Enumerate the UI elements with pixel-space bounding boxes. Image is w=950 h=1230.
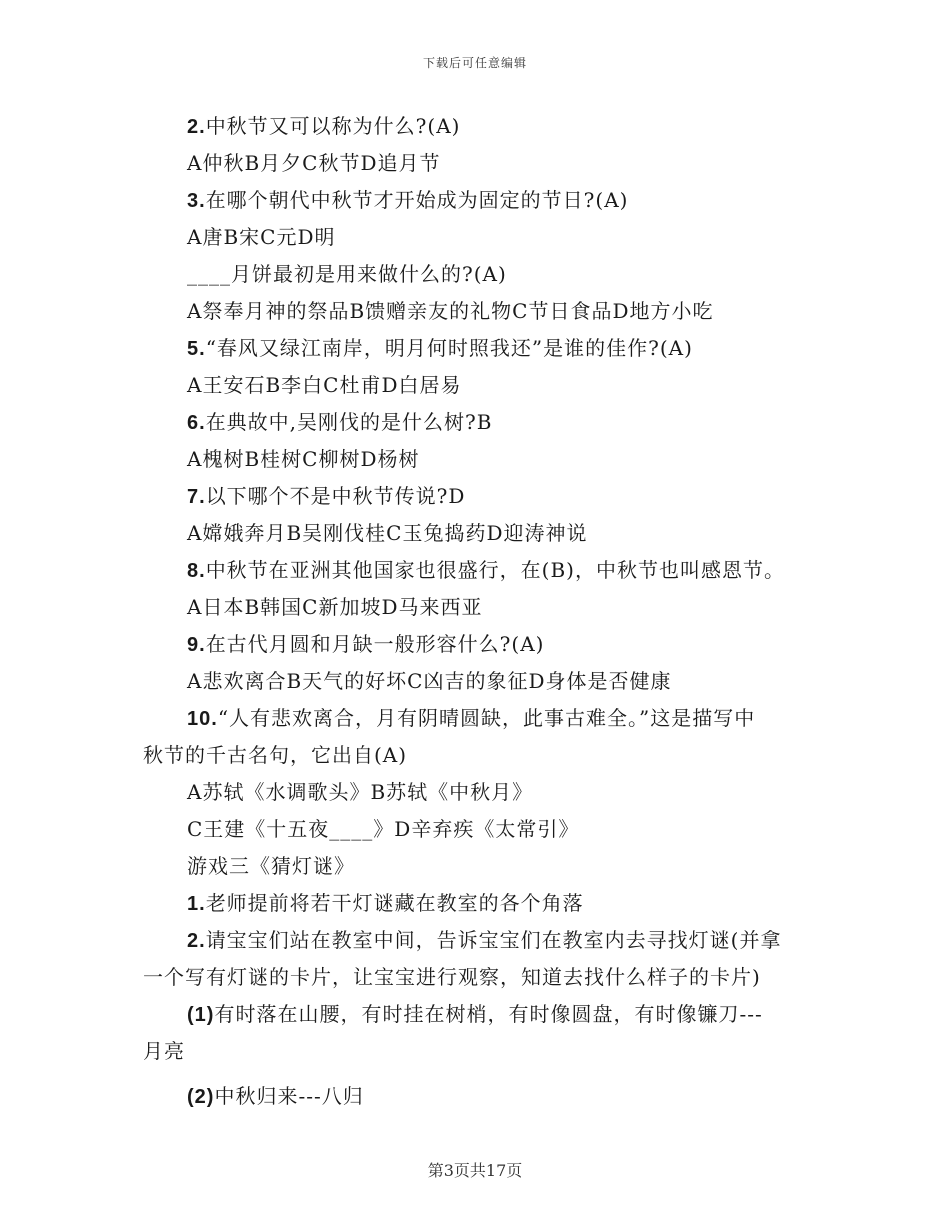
options-10b <box>143 811 808 848</box>
riddle-2 <box>143 1078 808 1115</box>
item-text: A王安石B李白C杜甫D白居易 <box>187 373 462 397</box>
options-10a <box>143 774 808 811</box>
item-number: 10. <box>187 708 218 730</box>
item-text: 以下哪个不是中秋节传说?D <box>205 484 466 508</box>
step-1 <box>143 885 808 922</box>
item-text: A槐树B桂树C柳树D杨树 <box>187 447 420 471</box>
item-text: 一个写有灯谜的卡片，让宝宝进行观察，知道去找什么样子的卡片) <box>143 965 761 989</box>
question-6 <box>143 404 808 441</box>
item-text: A日本B韩国C新加坡D马来西亚 <box>187 595 483 619</box>
item-text: A悲欢离合B天气的好坏C凶吉的象征D身体是否健康 <box>187 669 672 693</box>
options-3 <box>143 219 808 256</box>
item-text: A仲秋B月夕C秋节D追月节 <box>187 151 441 175</box>
item-text: C王建《十五夜____》D辛弃疾《太常引》 <box>187 817 580 841</box>
riddle-1-answer <box>143 1033 808 1070</box>
item-text: “人有悲欢离合，月有阴晴圆缺，此事古难全。”这是描写中 <box>217 706 756 730</box>
item-number: 7. <box>187 486 206 508</box>
item-text: 秋节的千古名句，它出自(A) <box>143 743 408 767</box>
item-text: 在典故中,吴刚伐的是什么树?B <box>205 410 493 434</box>
item-text: 月亮 <box>143 1039 185 1063</box>
item-number: 2. <box>187 930 206 952</box>
item-number: (2) <box>187 1086 215 1108</box>
question-8 <box>143 552 808 589</box>
item-text: 中秋节在亚洲其他国家也很盛行，在(B)，中秋节也叫感恩节。 <box>205 558 785 582</box>
item-number: 1. <box>187 893 206 915</box>
step-2 <box>143 922 808 959</box>
item-text: 有时落在山腰，有时挂在树梢，有时像圆盘，有时像镰刀--- <box>214 1002 763 1026</box>
question-5 <box>143 330 808 367</box>
item-text: A嫦娥奔月B吴刚伐桂C玉兔捣药D迎涛神说 <box>187 521 588 545</box>
item-number: 8. <box>187 560 206 582</box>
item-text: A苏轼《水调歌头》B苏轼《中秋月》 <box>187 780 534 804</box>
riddle-1 <box>143 996 808 1033</box>
item-number: (1) <box>187 1004 215 1026</box>
item-text: 在哪个朝代中秋节才开始成为固定的节日?(A) <box>205 188 629 212</box>
section-heading <box>143 848 808 885</box>
item-text: 中秋归来---八归 <box>214 1084 364 1108</box>
item-text: “春风又绿江南岸，明月何时照我还”是谁的佳作?(A) <box>205 336 693 360</box>
item-text: 请宝宝们站在教室中间，告诉宝宝们在教室内去寻找灯谜(并拿 <box>205 928 782 952</box>
item-text: 中秋节又可以称为什么?(A) <box>205 114 461 138</box>
question-4 <box>143 256 808 293</box>
document-body <box>143 108 808 1115</box>
item-number: 2. <box>187 116 206 138</box>
options-6 <box>143 441 808 478</box>
options-8 <box>143 589 808 626</box>
question-10 <box>143 700 808 737</box>
item-text: 在古代月圆和月缺一般形容什么?(A) <box>205 632 545 656</box>
item-text: A唐B宋C元D明 <box>187 225 336 249</box>
question-9 <box>143 626 808 663</box>
page-footer: 第3页共17页 <box>427 1161 523 1180</box>
options-2 <box>143 145 808 182</box>
question-3 <box>143 182 808 219</box>
item-number: 9. <box>187 634 206 656</box>
step-2-continued <box>143 959 808 996</box>
item-number: 6. <box>187 412 206 434</box>
options-7 <box>143 515 808 552</box>
options-9 <box>143 663 808 700</box>
item-number: 3. <box>187 190 206 212</box>
item-text: ____月饼最初是用来做什么的?(A) <box>187 262 507 286</box>
item-number: 5. <box>187 338 206 360</box>
question-7 <box>143 478 808 515</box>
options-4 <box>143 293 808 330</box>
item-text: 游戏三《猜灯谜》 <box>187 854 355 878</box>
question-2 <box>143 108 808 145</box>
item-text: A祭奉月神的祭品B馈赠亲友的礼物C节日食品D地方小吃 <box>187 299 714 323</box>
item-text: 老师提前将若干灯谜藏在教室的各个角落 <box>205 891 584 915</box>
question-10-continued <box>143 737 808 774</box>
options-5 <box>143 367 808 404</box>
page-header: 下载后可任意编辑 <box>422 56 527 70</box>
